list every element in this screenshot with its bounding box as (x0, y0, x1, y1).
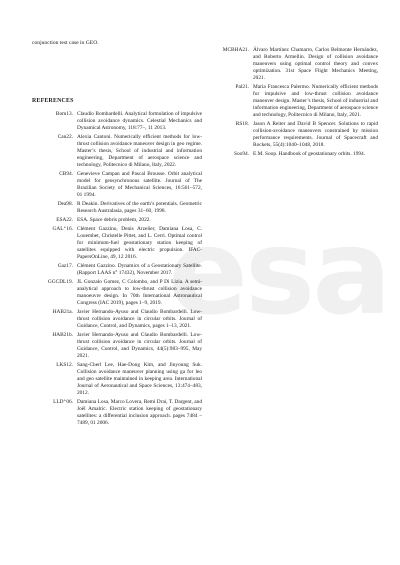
references-heading: REFERENCES (32, 98, 74, 104)
reference-key: HAB21a. (52, 309, 73, 316)
reference-text: Jason A Reiter and David B Spencer. Solutions to rapid collision-avoidance maneuvers constrained by mission performance requirements. Journal of Spacecraft and Rockets, 55(4):1040–1048, 2018. (253, 120, 378, 148)
reference-key: Pal21. (235, 83, 249, 90)
reference-key: Soo94. (234, 150, 249, 157)
references-left-column (32, 111, 202, 429)
reference-text: Claudio Bombardelli. Analytical formulation of impulsive collision avoidance dynamics. Celestial Mechanics and Dynamical Astronomy, 118:77–, 11 2013. (77, 111, 202, 131)
reference-key: Gaz17. (57, 263, 73, 270)
reference-text: ESA. Space debris problem, 2022. (77, 217, 151, 224)
reference-entry (208, 121, 378, 149)
reference-text: Alexia Cantoni. Numerically efficient methods for low-thrust collision avoidance maneuver design in geo regime. Master’s thesis, School of industrial and information engineering, Department of aerospace science and technology, Politecnico di Milano, Italy, 2022. (77, 134, 202, 168)
reference-entry (32, 217, 202, 224)
reference-entry (32, 263, 202, 277)
reference-text: Javier Hernando-Ayuso and Claudio Bombardelli. Low-thrust collision avoidance in circular orbits. Journal of Guidance, Control, and Dynamics, 44(5):983–995, May 2021. (77, 332, 202, 360)
reference-entry (32, 399, 202, 427)
reference-text: E.M. Soop. Handbook of geostationary orbits. 1994. (253, 150, 366, 157)
reference-text: JL Gonzalo Gomez, C Colombo, and P Di Lizia. A semi-analytical approach to low-thrust collision avoidance manoeuvre design. In 70th International Astronautical Congress (IAC 2019), pages 1–9, 2019. (77, 279, 202, 307)
reference-entry (32, 332, 202, 360)
reference-entry (208, 151, 378, 158)
reference-text: Clément Gazzino. Dynamics of a Geostationary Satellite. (Rapport LAAS n° 17432), November 2017. (77, 263, 202, 277)
reference-text: Álvaro Martínez Chamarro, Carlos Belmonte Hernández, and Roberto Armellin. Design of collision avoidance maneuvers using optimal control theory and convex optimization. 31st Space Flight Mechanics Meeting, 2021. (253, 47, 378, 81)
reference-entry (32, 111, 202, 132)
reference-text: Sang-Cherl Lee, Hae-Dong Kim, and Jinyoung Suk. Collision avoidance maneuver planning using ga for leo and geo satellite maintained in keeping area. International Journal of Aeronautical and Space Sciences, 13:474–483, 2012. (77, 362, 202, 397)
reference-key: Can22. (57, 134, 73, 141)
reference-key: GAL⁺16. (52, 226, 73, 233)
reference-key: Dea98. (57, 201, 73, 207)
reference-entry (32, 171, 202, 199)
reference-entry (208, 84, 378, 119)
references-right-column (208, 47, 378, 160)
intro-text: conjunction test case in GEO. (32, 40, 99, 46)
reference-key: Bom13. (55, 111, 73, 117)
reference-text: Genevieve Campan and Pascal Brousse. Orbit analytical model for geosynchronous satellite. Journal of The Brazilian Society of Mechanical Sciences, 16:561–572, 01 1994. (77, 171, 202, 198)
reference-text: Javier Hernando-Ayuso and Claudio Bombardelli. Low-thrust collision avoidance in circular orbits. Journal of Guidance, Control, and Dynamics, pages 1–13, 2021. (77, 309, 202, 330)
reference-key: GGCDL19. (47, 279, 73, 286)
reference-entry (32, 309, 202, 330)
reference-entry (32, 362, 202, 397)
reference-entry (208, 47, 378, 82)
reference-entry (32, 134, 202, 169)
reference-key: HAB21b. (52, 332, 73, 339)
reference-entry (32, 201, 202, 215)
reference-key: RS18. (235, 120, 249, 127)
reference-key: LLD⁺06. (53, 399, 73, 406)
reference-entry (32, 226, 202, 261)
reference-text: Clément Gazzino, Denis Arzelier, Damiana Losa, C. Louembet, Christelle Pittet, and L. Cerri. Optimal control for minimum-fuel geostationary station keeping of satellites equipped with electric propulsion. IFAC-PapersOnLine, 49, 12 2016. (77, 226, 202, 261)
reference-key: MCBHA21. (222, 47, 249, 53)
reference-key: LKS12. (56, 362, 73, 369)
reference-key: CB94. (59, 171, 73, 177)
reference-text: R Deakin. Derivatives of the earth’s potentials. Geometric Research Australasia, pages 31–60, 1998. (77, 201, 202, 214)
reference-key: ESA22. (56, 217, 73, 224)
reference-text: Damiana Losa, Marco Lovera, Remi Drai, T. Dargent, and Joël Amalric. Electric station keeping of geostationary satellites: a differential inclusion approach. pages 7484 – 7489, 01 2006. (77, 399, 202, 427)
esa-watermark: esa (168, 203, 389, 341)
reference-entry (32, 279, 202, 307)
reference-text: Maria Francesca Palermo. Numerically efficient methods for impulsive and low-thrust collision avoidance maneuver design. Master’s thesis, School of industrial and information engineering, Department of aerospace science and technology, Politecnico di Milano, Italy, 2021. (253, 83, 379, 118)
